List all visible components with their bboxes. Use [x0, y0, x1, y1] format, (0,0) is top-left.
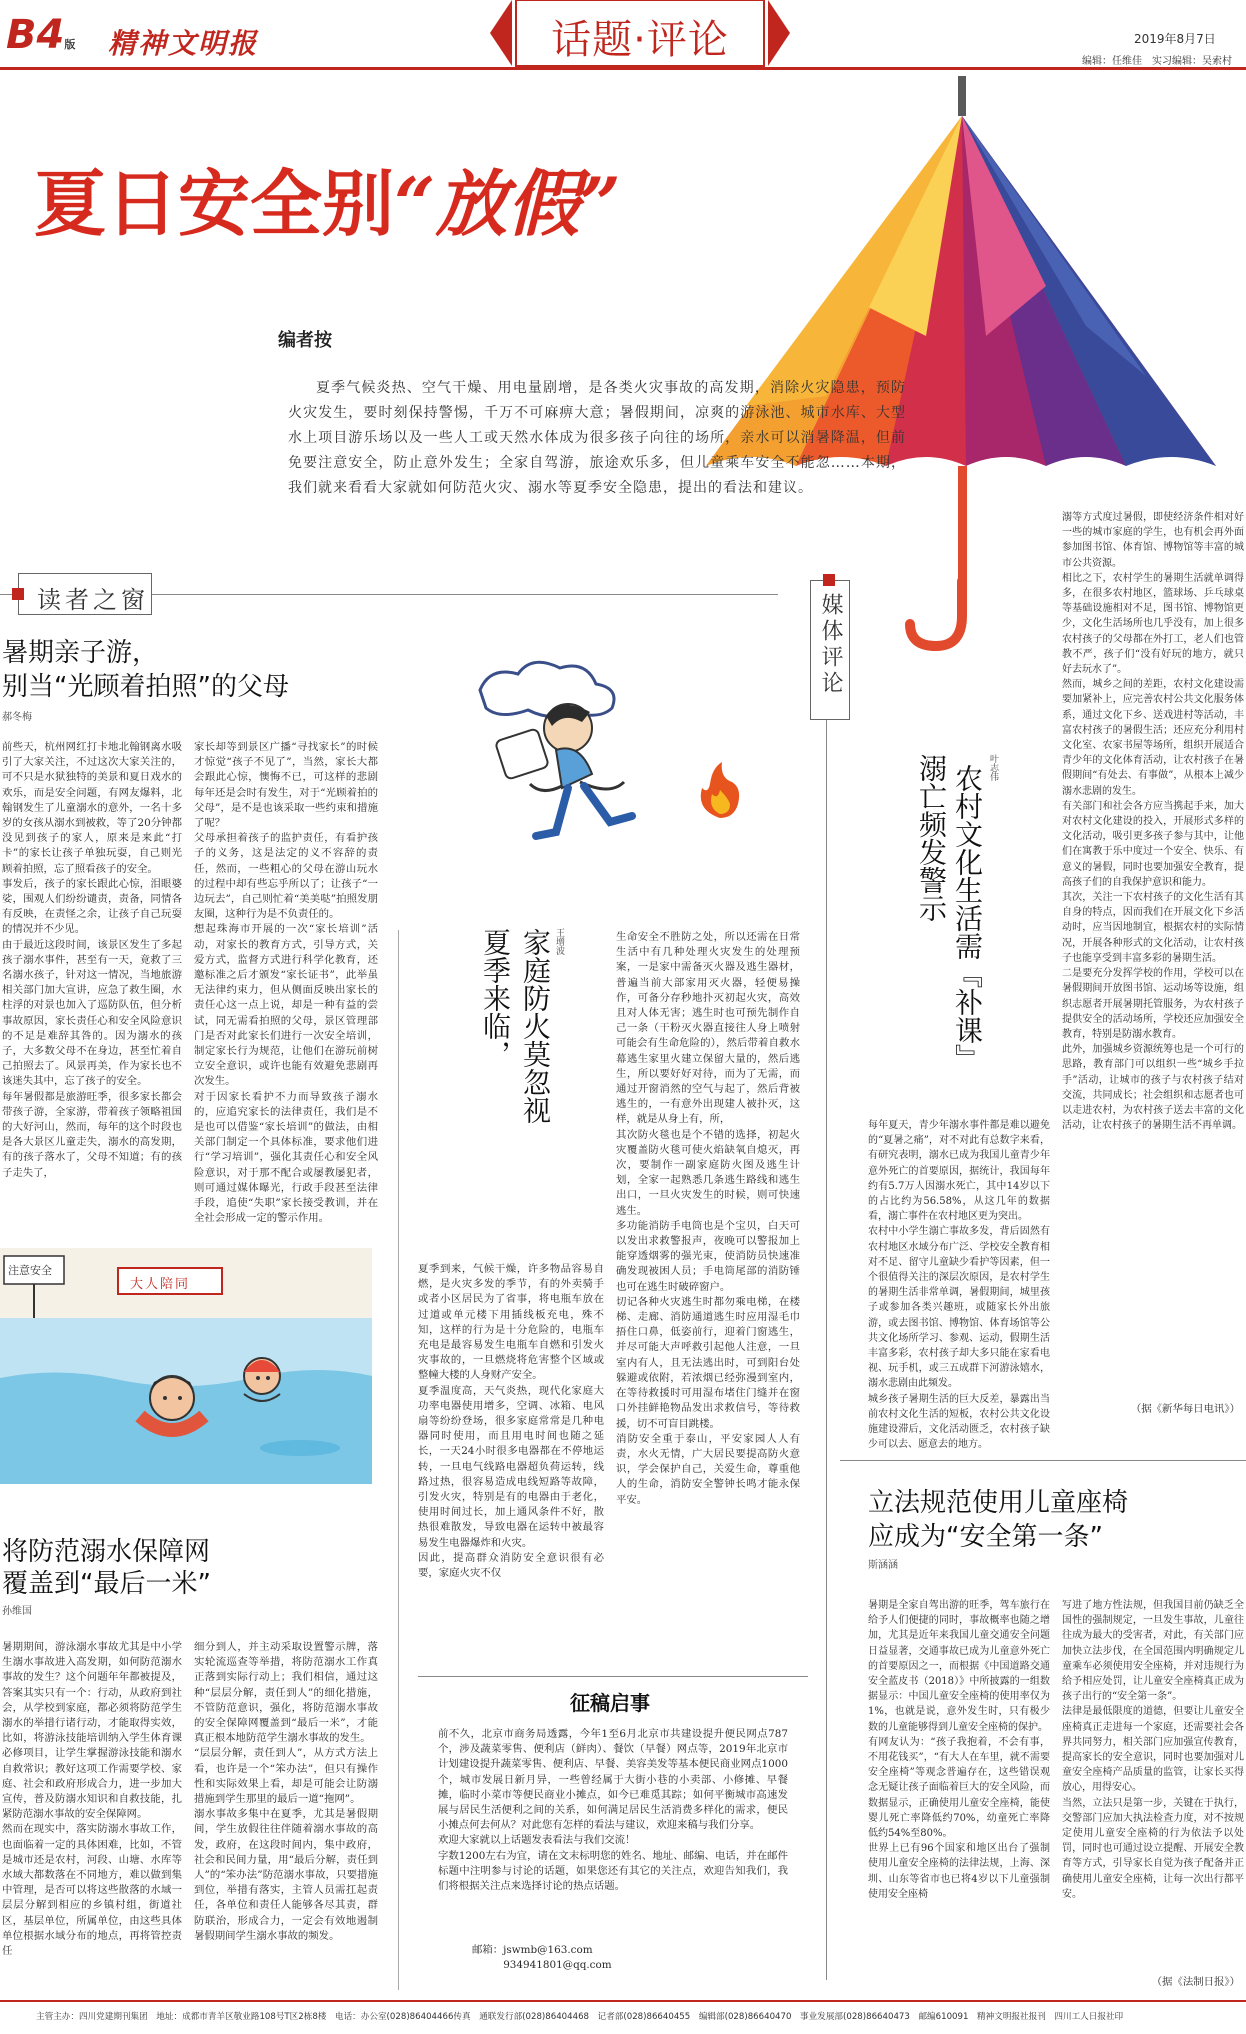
article3-title: 家庭防火莫忽视 夏季来临， 王增波 — [479, 928, 564, 1124]
article3-col2: 生命安全不胜防之处，所以还需在日常生活中有几种处理火灾发生的处理预案，一是家中需备灭火器及逃生器材，普遍当前大部家用灭火器，轻便易操作，可备分存秒地扑灭初起火灾，高效且对人体无害；逃生时也可预先制作自己一条（干粉灭火器直接往人身上喷射可能会有生命危险的），然后带着自救水幕逃生家里火建立保留大量的，然后逃生，所以要好好对待，而为了无需，而通过开窗消然的空气与起了，然后背被逃生的，一有意外出现建人被扑灭，这样，就是从身上有，所， 其次防火毯也是个不错的选择，初起火灾覆盖防火毯可使火焰缺氧自熄灭，再次，要制作一副家庭防火图及逃生计划，全家一起熟悉几条逃生路线和逃生出口，一旦火灾发生的时候，则可快速逃生。 多功能消防手电筒也是个宝贝，白天可以发出求救警报声，夜晚可以警报加上能穿透烟雾的强光束，使消防员快速准确发现被困人员；手电筒尾部的消防锤也可在逃生时破碎窗户。 切记各种火灾逃生时都勿乘电梯，在楼梯、走廊、消防通道逃生时应用湿毛巾捂住口鼻，低姿前行，迎着门窗逃生，并尽可能大声呼救引起他人注意，一旦室内有人，且无法逃出时，可到阳台处躲避或依附，若浓烟已经弥漫到室内，在等待救援时可用湿布堵住门缝并在窗口外挂鲜艳物品发出求救信号，等待救援，切不可盲目跳楼。 消防安全重于泰山，平安家园人人有责，水火无情，广大居民要提高防火意识，学会保护自己，关爱生命，尊重他人的生命，消防安全警钟长鸣才能永保平安。 — [616, 931, 800, 1506]
solicitation-box — [418, 1676, 808, 1991]
article4-col1: 每年夏天，青少年溺水事件都是难以避免的“夏暑之痛”，对不对此有总数字来看，有研究表明，溺水已成为我国儿童青少年意外死亡的首要原因，据统计，我国每年约有5.7万人因溺水死亡，其中14岁以下的占比约为56.58%，从这几年的数据看，溺亡事件在农村地区更为突出。 农村中小学生溺亡事故多发，背后固然有农村地区水域分布广泛、学校安全教育相对不足、留守儿童缺少看护等因素，但一个很值得关注的深层次原因，是农村学生的暑期生活非常单调，暑假期间，城里孩子或参加各类兴趣班，或随家长外出旅游，或去图书馆、博物馆、体育场馆等公共文化场所学习、参观、运动，假期生活丰富多彩，农村孩子却大多只能在家看电视、玩手机，或三五成群下河游泳嬉水，溺水悲剧由此频发。 城乡孩子暑期生活的巨大反差，暴露出当前农村文化生活的短板，农村公共文化设施建设滞后，文化活动匮乏，农村孩子缺少可以去、愿意去的地方。 — [868, 1120, 1050, 1451]
article5-source: （据《法制日报》） — [1151, 1976, 1240, 1988]
masthead — [0, 0, 1246, 66]
article2-author: 孙维国 — [2, 1606, 32, 1617]
article2-title: 将防范溺水保障网 覆盖到“最后一米” — [2, 1537, 211, 1599]
readers-column-label: 读者之窗 — [18, 573, 152, 615]
article5-author: 斯涵涵 — [868, 1560, 898, 1571]
article5-title: 立法规范使用儿童座椅 应成为“安全第一条” — [868, 1488, 1129, 1552]
article1-title: 暑期亲子游， 别当“光顾着拍照”的父母 — [2, 638, 289, 702]
article1-author: 郝冬梅 — [2, 712, 32, 723]
media-rule — [826, 580, 827, 1980]
article2-col1: 暑期期间，游泳溺水事故尤其是中小学生溺水事故进入高发期，如何防范溺水事故的发生？这个问题年年都被提及，答案其实只有一个：行动，从政府到社会，从学校到家庭，都必须将防范学生溺水的举措行诸行动，才能取得实效，比如，将游泳技能培训纳入学生体育课必修项目，让学生掌握游泳技能和溺水自救常识；教好这项工作需要学校、家庭、社会和政府形成合力，进一步加大宣传，普及防溺水知识和自救技能，扎紧防范溺水事故的安全保障网。 然而在现实中，落实防溺水事故工作，也面临着一定的具体困难，比如，不管是城市还是农村，河段、山塘、水库等水域大都数落在不同地方，难以做到集中管理，是否可以将这些散落的水域一层层分解到相应的乡镇村组，街道社区，基层单位，所属单位，由这些具体单位根据水域分布的地点，再将管控责任 — [2, 1641, 182, 1958]
article5-rule — [840, 1460, 1246, 1461]
solicitation-email: 邮箱：jswmb@163.com 934941801@qq.com — [472, 1944, 612, 1972]
feature-headline: 夏日安全别“放假” — [34, 161, 621, 246]
child-cartoon-illustration — [460, 646, 650, 846]
footer-rule — [0, 2000, 1246, 2002]
footer-info: 主管主办：四川党建期刊集团 地址：成都市青羊区敬业路108号T区2栋8楼 电话：办公室(028)86404466传真 通联发行部(028)86404468 记者部(028)86640455 编辑部(028)86640470 事业发展部(028)86640473 邮编610091 精神文明报社报刊 四川工人日报社印 — [36, 2012, 1124, 2022]
media-column-label: 媒体评论 — [810, 580, 850, 720]
article3-col1: 夏季到来，气候干燥，许多物品容易自燃，是火灾多发的季节，有的外卖骑手或者小区居民为了省事，将电瓶车放在过道或单元楼下用插线板充电，殊不知，这样的行为是十分危险的，电瓶车充电是最容易发生电瓶车自燃和引发火灾事故的，一旦燃烧将危害整个区域或整幢大楼的人身财产安全。 夏季温度高，天气炎热，现代化家庭大功率电器使用增多，空调、冰箱、电风扇等纷纷登场，很多家庭常常是几种电器同时使用，而且用电时间也随之延长，一天24小时很多电器都在不停地运转，一旦电气线路电器超负荷运转，线路过热，很容易造成电线短路等故障，引发火灾，特别是有的电器由于老化，使用时间过长，加上通风条件不好，散热很难散发，导致电器在运转中被最容易发生电器爆炸和火灾。 因此，提高群众消防安全意识很有必要，家庭火灾不仅 — [418, 1263, 604, 1580]
article1-col1: 前些天，杭州网红打卡地北翰钢离水吸引了大家关注，不过这次大家关注的，可不只是水狱独特的美景和夏日戏水的欢乐，而是安全问题，有网友爆料，北翰钢发生了儿童溺水的意外，一名十多岁的女孩从溺水到被救，等了20分钟都没见到孩子的家人，原来是来此“打卡”的家长让孩子单独玩耍，自己则光顾着拍照，忘了照看孩子的安全。 事发后，孩子的家长跟此心惊，泪眼婆娑，围观人们纷纷谴责，责备，同情各有反映，在责怪之余，让孩子自己玩耍的情况并不少见。 由于最近这段时间，该景区发生了多起孩子溺水事件，甚至有一天，竟救了三名溺水孩子，针对这一情况，当地旅游相关部门加大宣讲，应急了救生圈，水柱浮的对景也加入了巡防队伍，但分析事故原因，家长责任心和安全风险意识的不足是难辞其咎的。因为溺水的孩子，大多数父母不在身边，甚至忙着自己拍照去了。风景再美，作为家长也不该迷失其中，忘了孩子的安全。 每年暑假都是旅游旺季，很多家长都会带孩子游，全家游，带着孩子领略祖国的大好河山，然而，每年的这个时段也是各大景区儿童走失，溺水的高发期，有的孩子落水了，父母不知道；有的孩子走失了， — [2, 741, 182, 1179]
article5-col1: 暑期是全家自驾出游的旺季，驾车旅行在给予人们便捷的同时，事故概率也随之增加，尤其是近年来我国儿童交通安全问题日益显著，交通事故已成为儿童意外死亡的首要原因之一，而根据《中国道路交通安全蓝皮书（2018）》中所披露的一组数据显示：中国儿童安全座椅的使用率仅为1%，也就是说，意外发生时，只有极少数的儿童能够得到儿童安全座椅的保护。 有网友认为：“孩子我抱着，不会有事，不用花钱买”，“有大人在车里，就不需要安全座椅”等观念普遍存在，这些错误观念无疑让孩子面临着巨大的安全风险，而数据显示，正确使用儿童安全座椅，能使婴儿死亡率降低约70%，幼童死亡率降低约54%至80%。 世界上已有96个国家和地区出台了强制使用儿童安全座椅的法律法规，上海、深圳、山东等省市也已将4岁以下儿童强制使用安全座椅 — [868, 1600, 1050, 1900]
pool-sign-label: 注意安全 — [8, 1264, 52, 1277]
page-code: B4版 — [6, 12, 76, 58]
article4-source: （据《新华每日电讯》） — [1130, 1403, 1240, 1415]
paper-name: 精神文明报 — [108, 27, 259, 60]
article4-col2: 溺等方式度过暑假，即使经济条件相对好一些的城市家庭的学生，也有机会再外面参加图书馆、体育馆、博物馆等丰富的城市公共资源。 相比之下，农村学生的暑期生活就单调得多，在很多农村地区，篮球场、乒乓球桌等基础设施相对不足，图书馆、博物馆更少，文化生活场所也几乎没有，加上很多农村孩子的父母都在外打工，老人们也管教不严，孩子们“没有好玩的地方，就只好去玩水了”。 然而，城乡之间的差距，农村文化建设需要加紧补上，应完善农村公共文化服务体系，通过文化下乡、送戏进村等活动，丰富农村孩子的暑假生活；还应充分利用村文化室、农家书屋等场所，组织开展适合青少年的文化体育活动，让农村孩子在暑假期间“有处去、有事做”，从根本上减少溺水悲剧的发生。 有关部门和社会各方应当携起手来，加大对农村文化建设的投入，开展形式多样的文化活动，吸引更多孩子参与其中，让他们在寓教于乐中度过一个安全、快乐、有意义的暑假，同时也要加强安全教育，提高孩子们的自我保护意识和能力。 其次，关注一下农村孩子的文化生活有其自身的特点，因而我们在开展文化下乡活动时，应当因地制宜，根据农村的实际情况，开展各种形式的文化活动，让农村孩子也能享受到丰富多彩的暑期生活。 二是要充分发挥学校的作用，学校可以在暑假期间开放图书馆、运动场等设施，组织志愿者开展暑期托管服务，为农村孩子提供安全的活动场所，学校还应加强安全教育，特别是防溺水教育。 此外，加强城乡资源统筹也是一个可行的思路，教育部门可以组织一些“城乡手拉手”活动，让城市的孩子与农村孩子结对交流，共同成长；社会组织和志愿者也可以走进农村，为农村孩子送去丰富的文化活动，让农村孩子的暑期生活不再单调。 — [1062, 512, 1244, 1132]
column-divider-left — [398, 930, 399, 1990]
solicitation-body: 前不久，北京市商务局透露，今年1至6月北京市共建设提升便民网点787个，涉及蔬菜零售、便利店（鲜肉）、餐饮（早餐）网点等，2019年北京市计划建设提升蔬菜零售、便利店、早餐、美容美发等基本便民商业网点1000个，城市发展日新月异，一些曾经属于大街小巷的小卖部、小修摊、早餐摊，临时小菜市等便民商业小摊点，如今已难觅其踪；如何平衡城市高速发展与居民生活便利之间的关系，如何满足居民生活消费多样化的需求，便民小摊点何去何从？对此您有怎样的看法与建议，欢迎来稿与我们分享。 欢迎大家就以上话题发表看法与我们交流！ 字数1200左右为宜，请在文末标明您的姓名、地址、邮编、电话，并在邮件标题中注明参与讨论的话题，如果您还有其它的关注点，欢迎告知我们，我们将根据关注点来选择讨论的热点话题。 — [438, 1728, 788, 1893]
article1-col2: 家长却等到景区广播“寻找家长”的时候才惊觉“孩子不见了”，当然，家长大都会跟此心惊，懊悔不已，可这样的悲剧每年还是会时有发生，对于“光顾着拍的父母”，是不是也该采取一些约束和措施了呢？ 父母承担着孩子的监护责任，有看护孩子的义务，这是法定的义不容辞的责任，然而，一些粗心的父母在游山玩水的过程中却有些忘乎所以了；让孩子“一边玩去”，自己则忙着“美美哒”拍照发朋友圈，这种行为是不负责任的。 想起珠海市开展的一次“家长培训”活动，对家长的教育方式，引导方式，关爱方式，监督方式进行科学化教育，还邀标准之后才颁发“家长证书”，此举虽无法律约束力，但从侧面反映出家长的责任心这一点上说，却是一种有益的尝试，同无需看拍照的父母，景区管理部门是否对此家长们进行一次安全培训，制定家长行为规范，让他们在游玩前树立安全意识，或许也能有效避免悲剧再次发生。 对于因家长看护不力而导致孩子溺水的，应追究家长的法律责任，我们是不是也可以借鉴“家长培训”的做法，由相关部门制定一个具体标准，要求他们进行“学习培训”，强化其责任心和安全风险意识，对于那不配合或屡教屡犯者，则可通过媒体曝光，行政手段甚至法律手段，追使“失职”家长接受教训，并在全社会形成一定的警示作用。 — [194, 741, 378, 1225]
article2-col2: 细分到人，并主动采取设置警示牌，落实轮流巡查等举措，将防范溺水工作真正落到实际行动上；我们相信，通过这种“层层分解，责任到人”的细化措施，不管防范意识，强化，将防范溺水事故的安全保障网覆盖到“最后一米”，才能真正根本地防范学生溺水事故的发生。 “层层分解，责任到人”，从方式方法上看，也许是一个“笨办法”，但只有操作性和实际效果上看，却是可能会让防溺措施到学生那里的最后一道“拖网”。 溺水事故多集中在夏季，尤其是暑假期间，学生放假往往伴随着溺水事故的高发，政府，在这段时间内，集中政府，社会和民间力量，用“最后分解，责任到人”的“笨办法”防范溺水事故，只要措施到位，举措有落实，主管人员需扛起责任，各单位和责任人能够各尽其责，群防联治，形成合力，一定会有效地遏制暑假期间学生溺水事故的频发。 — [194, 1641, 378, 1942]
issue-date: 2019年8月7日 — [1134, 32, 1216, 46]
editor-note: 夏季气候炎热、空气干燥、用电量剧增，是各类火灾事故的高发期，消除火灾隐患，预防火灾发生，要时刻保持警惕，千万不可麻痹大意；暑假期间，凉爽的游泳池、城市水库、大型水上项目游乐场以及一些人工或天然水体成为很多孩子向往的场所，亲水可以消暑降温，但前免要注意安全，防止意外发生；全家自驾游，旅途欢乐多，但儿童乘车安全不能忽……本期，我们就来看看大家就如何防范火灾、溺水等夏季安全隐患，提出的看法和建议。 — [288, 380, 906, 496]
section-banner — [490, 0, 790, 66]
article5-col2: 写进了地方性法规，但我国目前仍缺乏全国性的强制规定，一旦发生事故，儿童往往成为最大的受害者，对此，有关部门应加快立法步伐，在全国范围内明确规定儿童乘车必须使用安全座椅，并对违规行为给予相应处罚，让儿童安全座椅真正成为孩子出行的“安全第一条”。 法律是最低限度的道德，但要让儿童安全座椅真正走进每一个家庭，还需要社会各界共同努力，相关部门应加强宣传教育，提高家长的安全意识，同时也要加强对儿童安全座椅产品质量的监管，让家长买得放心，用得安心。 当然，立法只是第一步，关键在于执行，交警部门应加大执法检查力度，对不按规定使用儿童安全座椅的行为依法予以处罚，同时也可通过设立提醒、开展安全教育等方式，引导家长自觉为孩子配备并正确使用儿童安全座椅，让每一次出行都平安。 — [1062, 1600, 1244, 1900]
solicitation-title: 征稿启事 — [570, 1691, 650, 1715]
section-title: 话题·评论 — [551, 17, 729, 63]
fire-icon — [692, 760, 748, 820]
editor-note-label: 编者按 — [278, 330, 332, 351]
editor-credits: 编辑：任维佳 实习编辑：吴索村 — [1082, 56, 1232, 67]
pool-banner-label: 大人陪同 — [130, 1277, 191, 1292]
article4-title: 农村文化生活需『补课』 溺亡频发警示 叶志伟 — [915, 754, 998, 1072]
header-rule — [0, 67, 1246, 70]
